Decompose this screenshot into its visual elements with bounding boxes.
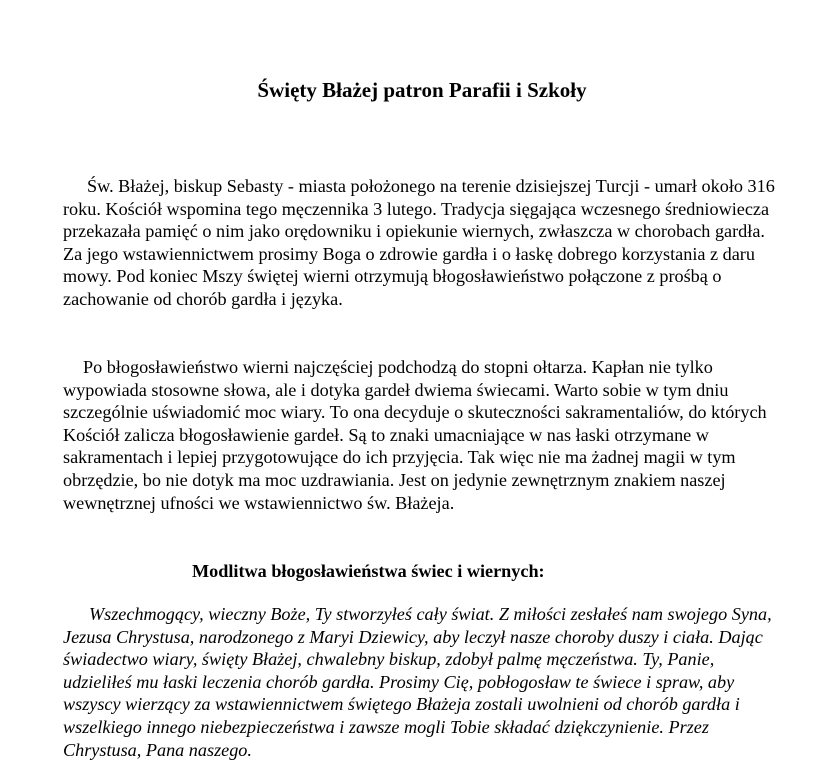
prayer-heading: Modlitwa błogosławieństwa świec i wiernych: xyxy=(192,561,545,581)
document-title: Święty Błażej patron Parafii i Szkoły xyxy=(257,78,587,102)
prayer-text: Wszechmogący, wieczny Boże, Ty stworzyłeś cały świat. Z miłości zesłałeś nam swojego Syna, Jezusa Chrystusa, narodzonego z Maryi Dziewicy, aby leczył nasze choroby duszy i ciała. Dając świadectwo wiary, święty Błażej, chwalebny biskup, zdobył palmę męczeństwa. Ty, Panie, udzieliłeś mu łaski leczenia chorób gardła. Prosimy Cię, pobłogosław te świece i spraw, aby wszyscy wierzący za wstawiennictwem świętego Błażeja zostali uwolnieni od chorób gardła i wszelkiego innego niebezpieczeństwa i zawsze mogli Tobie składać dziękczynienie. Przez Chrystusa, Pana naszego. xyxy=(63,604,772,760)
paragraph-blessing: Po błogosławieństwo wierni najczęściej podchodzą do stopni ołtarza. Kapłan nie tylko wypowiada stosowne słowa, ale i dotyka gardeł dwiema świecami. Warto sobie w tym dniu szczególnie uświadomić moc wiary. To ona decyduje o skuteczności sakramentaliów, do których Kościół zalicza błogosławienie gardeł. Są to znaki umacniające w nas łaski otrzymane w sakramentach i lepiej przygotowujące do ich przyjęcia. Tak więc nie ma żadnej magii w tym obrzędzie, bo nie dotyk ma moc uzdrawiania. Jest on jedynie zewnętrznym znakiem naszej wewnętrznej ufności we wstawiennictwo św. Błażeja. xyxy=(63,357,767,513)
paragraph-intro: Św. Błażej, biskup Sebasty - miasta położonego na terenie dzisiejszej Turcji - umarł około 316 roku. Kościół wspomina tego męczennika 3 lutego. Tradycja sięgająca wczesnego średniowiecza przekazała pamięć o nim jako orędowniku i opiekunie wiernych, zwłaszcza w chorobach gardła. Za jego wstawiennictwem prosimy Boga o zdrowie gardła i o łaskę dobrego korzystania z daru mowy. Pod koniec Mszy świętej wierni otrzymują błogosławieństwo połączone z prośbą o zachowanie od chorób gardła i języka. xyxy=(63,176,775,309)
